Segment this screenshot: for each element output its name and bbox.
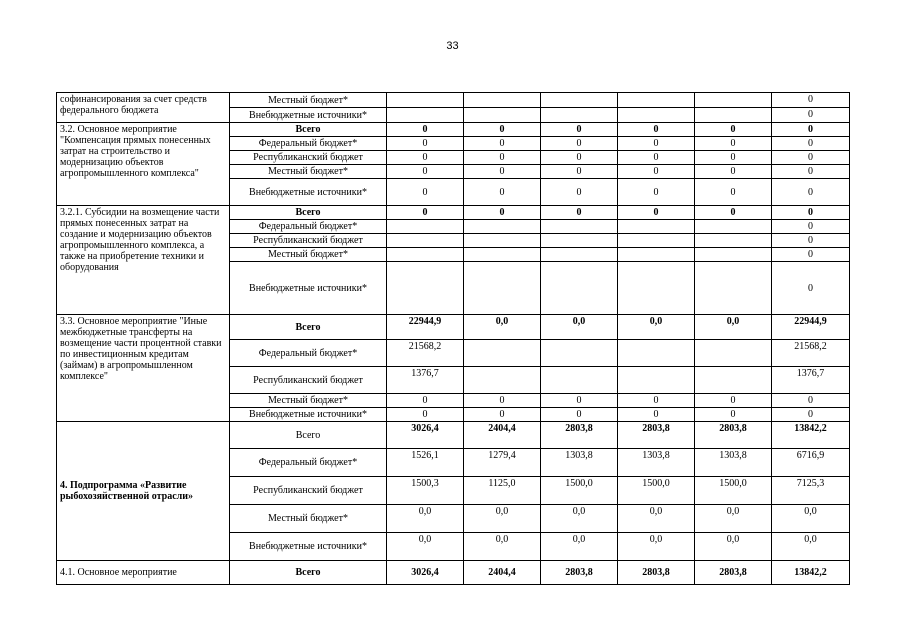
funding-source: Внебюджетные источники*	[230, 108, 387, 123]
value-cell: 0	[695, 179, 772, 206]
value-cell: 1303,8	[695, 449, 772, 477]
value-cell: 0,0	[464, 533, 541, 561]
value-cell: 1125,0	[464, 477, 541, 505]
value-cell: 0,0	[695, 533, 772, 561]
value-cell	[618, 340, 695, 367]
value-cell: 0	[618, 123, 695, 137]
value-cell: 0	[695, 123, 772, 137]
value-cell: 0	[618, 206, 695, 220]
value-cell: 1303,8	[541, 449, 618, 477]
value-cell: 2803,8	[618, 561, 695, 585]
value-cell: 0	[695, 394, 772, 408]
funding-source: Внебюджетные источники*	[230, 408, 387, 422]
value-cell	[541, 234, 618, 248]
value-cell: 2404,4	[464, 561, 541, 585]
value-cell: 2803,8	[695, 561, 772, 585]
value-cell: 0	[695, 151, 772, 165]
value-cell: 0,0	[541, 315, 618, 340]
funding-source: Федеральный бюджет*	[230, 340, 387, 367]
funding-source: Всего	[230, 561, 387, 585]
funding-source: Местный бюджет*	[230, 93, 387, 108]
value-cell: 0	[618, 408, 695, 422]
value-cell: 1500,0	[618, 477, 695, 505]
total-cell: 7125,3	[772, 477, 850, 505]
value-cell: 1500,3	[387, 477, 464, 505]
total-cell: 0	[772, 151, 850, 165]
value-cell	[387, 108, 464, 123]
value-cell	[541, 367, 618, 394]
value-cell: 0	[541, 165, 618, 179]
funding-source: Всего	[230, 123, 387, 137]
value-cell: 0	[387, 137, 464, 151]
value-cell: 0	[541, 151, 618, 165]
funding-source: Всего	[230, 315, 387, 340]
funding-source: Местный бюджет*	[230, 505, 387, 533]
value-cell	[541, 220, 618, 234]
total-cell: 0	[772, 394, 850, 408]
funding-source: Внебюджетные источники*	[230, 533, 387, 561]
value-cell	[695, 93, 772, 108]
value-cell	[541, 93, 618, 108]
funding-source: Республиканский бюджет	[230, 234, 387, 248]
value-cell	[464, 262, 541, 315]
funding-source: Внебюджетные источники*	[230, 262, 387, 315]
funding-source: Республиканский бюджет	[230, 367, 387, 394]
value-cell: 1500,0	[541, 477, 618, 505]
value-cell	[695, 234, 772, 248]
value-cell	[695, 108, 772, 123]
total-cell: 0	[772, 220, 850, 234]
value-cell: 3026,4	[387, 422, 464, 449]
page-number: 33	[446, 40, 459, 52]
value-cell: 0	[464, 165, 541, 179]
value-cell: 0,0	[618, 505, 695, 533]
total-cell: 0,0	[772, 505, 850, 533]
value-cell	[541, 340, 618, 367]
value-cell	[387, 234, 464, 248]
value-cell: 0,0	[618, 533, 695, 561]
value-cell	[464, 248, 541, 262]
value-cell: 0,0	[541, 505, 618, 533]
value-cell: 2803,8	[541, 422, 618, 449]
value-cell	[695, 262, 772, 315]
value-cell: 0	[387, 206, 464, 220]
value-cell: 0	[464, 123, 541, 137]
funding-source: Федеральный бюджет*	[230, 220, 387, 234]
value-cell	[464, 340, 541, 367]
value-cell	[464, 220, 541, 234]
funding-source: Местный бюджет*	[230, 248, 387, 262]
value-cell: 1376,7	[387, 367, 464, 394]
value-cell: 0	[464, 394, 541, 408]
total-cell: 13842,2	[772, 561, 850, 585]
subprogram-name: 4. Подпрограмма «Развитие рыбохозяйственной отрасли»	[57, 422, 230, 561]
value-cell	[541, 108, 618, 123]
total-cell: 0	[772, 262, 850, 315]
value-cell: 1279,4	[464, 449, 541, 477]
table-row	[57, 93, 850, 108]
total-cell: 0	[772, 93, 850, 108]
value-cell	[387, 248, 464, 262]
value-cell	[618, 93, 695, 108]
measure-name: 3.3. Основное мероприятие "Иные межбюджетные трансферты на возмещение части процентной ставки по инвестиционным кредитам (займам) в агропромышленном комплексе"	[57, 315, 230, 422]
value-cell	[695, 248, 772, 262]
value-cell: 0	[387, 123, 464, 137]
funding-source: Всего	[230, 206, 387, 220]
budget-table	[56, 92, 850, 585]
value-cell: 1500,0	[695, 477, 772, 505]
value-cell	[695, 220, 772, 234]
value-cell: 0	[387, 394, 464, 408]
value-cell	[464, 234, 541, 248]
value-cell	[464, 93, 541, 108]
funding-source: Республиканский бюджет	[230, 151, 387, 165]
measure-name: 3.2. Основное мероприятие "Компенсация прямых понесенных затрат на строительство и модернизацию объектов агропромышленного комплекса"	[57, 123, 230, 206]
total-cell: 0	[772, 408, 850, 422]
value-cell: 0	[387, 151, 464, 165]
value-cell: 0	[541, 408, 618, 422]
value-cell: 0	[618, 165, 695, 179]
value-cell: 0	[541, 137, 618, 151]
total-cell: 13842,2	[772, 422, 850, 449]
funding-source: Всего	[230, 422, 387, 449]
total-cell: 21568,2	[772, 340, 850, 367]
measure-name: софинансирования за счет средств федерального бюджета	[57, 93, 230, 123]
value-cell: 0	[695, 137, 772, 151]
total-cell: 1376,7	[772, 367, 850, 394]
value-cell: 0	[464, 137, 541, 151]
value-cell: 0	[464, 179, 541, 206]
value-cell	[618, 262, 695, 315]
value-cell: 0,0	[464, 315, 541, 340]
value-cell: 3026,4	[387, 561, 464, 585]
value-cell	[618, 108, 695, 123]
value-cell: 2803,8	[618, 422, 695, 449]
funding-source: Федеральный бюджет*	[230, 137, 387, 151]
total-cell: 0	[772, 123, 850, 137]
value-cell: 2404,4	[464, 422, 541, 449]
value-cell: 0,0	[541, 533, 618, 561]
value-cell: 22944,9	[387, 315, 464, 340]
value-cell	[387, 220, 464, 234]
value-cell: 0	[387, 165, 464, 179]
total-cell: 0	[772, 165, 850, 179]
value-cell	[695, 367, 772, 394]
total-cell: 0	[772, 206, 850, 220]
value-cell: 2803,8	[541, 561, 618, 585]
value-cell: 0	[541, 123, 618, 137]
value-cell	[464, 108, 541, 123]
table-row	[57, 561, 850, 585]
value-cell: 21568,2	[387, 340, 464, 367]
table-row	[57, 206, 850, 220]
value-cell: 0	[464, 206, 541, 220]
value-cell: 1526,1	[387, 449, 464, 477]
value-cell: 0	[695, 206, 772, 220]
total-cell: 0,0	[772, 533, 850, 561]
value-cell	[618, 220, 695, 234]
value-cell: 0,0	[387, 505, 464, 533]
value-cell: 2803,8	[695, 422, 772, 449]
value-cell: 0	[541, 206, 618, 220]
value-cell: 1303,8	[618, 449, 695, 477]
measure-name: 4.1. Основное мероприятие	[57, 561, 230, 585]
value-cell: 0,0	[695, 315, 772, 340]
value-cell	[618, 367, 695, 394]
funding-source: Местный бюджет*	[230, 394, 387, 408]
value-cell: 0,0	[618, 315, 695, 340]
total-cell: 0	[772, 248, 850, 262]
value-cell: 0	[695, 165, 772, 179]
value-cell	[618, 248, 695, 262]
value-cell: 0	[618, 394, 695, 408]
value-cell: 0	[618, 179, 695, 206]
value-cell: 0,0	[695, 505, 772, 533]
value-cell	[695, 340, 772, 367]
value-cell	[387, 262, 464, 315]
table-row	[57, 422, 850, 449]
value-cell: 0	[387, 179, 464, 206]
value-cell	[387, 93, 464, 108]
funding-source: Местный бюджет*	[230, 165, 387, 179]
total-cell: 0	[772, 179, 850, 206]
value-cell	[618, 234, 695, 248]
value-cell: 0	[618, 151, 695, 165]
value-cell	[464, 367, 541, 394]
value-cell: 0	[464, 151, 541, 165]
total-cell: 6716,9	[772, 449, 850, 477]
total-cell: 0	[772, 108, 850, 123]
value-cell: 0	[541, 394, 618, 408]
funding-source: Федеральный бюджет*	[230, 449, 387, 477]
total-cell: 22944,9	[772, 315, 850, 340]
table-row	[57, 315, 850, 340]
value-cell: 0	[541, 179, 618, 206]
funding-source: Республиканский бюджет	[230, 477, 387, 505]
measure-name: 3.2.1. Субсидии на возмещение части прямых понесенных затрат на создание и модернизацию объектов агропромышленного комплекса, а также на приобретение техники и оборудования	[57, 206, 230, 315]
value-cell	[541, 248, 618, 262]
value-cell	[541, 262, 618, 315]
total-cell: 0	[772, 234, 850, 248]
value-cell: 0	[387, 408, 464, 422]
total-cell: 0	[772, 137, 850, 151]
value-cell: 0	[618, 137, 695, 151]
value-cell: 0,0	[464, 505, 541, 533]
table-row	[57, 123, 850, 137]
value-cell: 0,0	[387, 533, 464, 561]
value-cell: 0	[464, 408, 541, 422]
funding-source: Внебюджетные источники*	[230, 179, 387, 206]
value-cell: 0	[695, 408, 772, 422]
